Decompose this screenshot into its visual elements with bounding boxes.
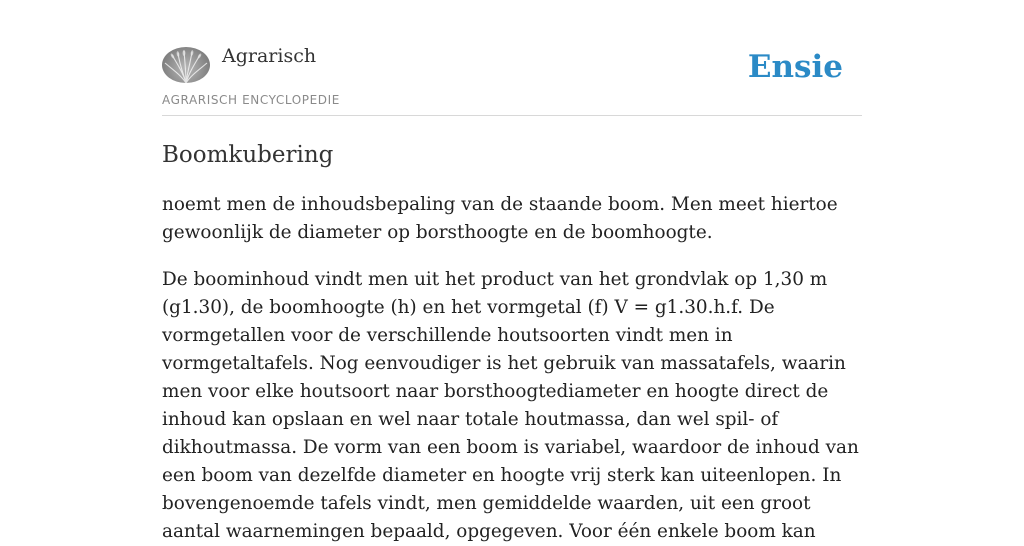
- article-title: Boomkubering: [162, 142, 334, 168]
- brand-logo-link[interactable]: Ensie: [747, 49, 843, 85]
- article-paragraph: De boominhoud vindt men uit het product van het grondvlak op 1,30 m (g1.30), de boomhoogte (h) en het vormgetal (f) V = g1.30.h.f. De vormgetallen voor de verschillende houtsoorten vindt men in vormgetaltafels. Nog eenvoudiger is het gebruik van massatafels, waarin men voor elke houtsoort naar borsthoogtediameter en hoogte direct de inhoud kan opslaan en wel naar totale houtmassa, dan wel spil- of dikhoutmassa. De vorm van een boom is variabel, waardoor de inhoud van een boom van dezelfde diameter en hoogte vrij sterk kan uiteenlopen. In bovengenoemde tafels vindt, men gemiddelde waarden, uit een groot aantal waarnemingen bepaald, opgegeven. Voor één enkele boom kan: [162, 269, 859, 542]
- wheat-logo-icon[interactable]: [162, 47, 210, 83]
- publication-subtitle: AGRARISCH ENCYCLOPEDIE: [162, 93, 340, 107]
- publication-header: [162, 0, 862, 116]
- article-paragraph: noemt men de inhoudsbepaling van de staande boom. Men meet hiertoe gewoonlijk de diameter op borsthoogte en de boomhoogte.: [162, 194, 838, 243]
- article-page: [162, 0, 862, 546]
- publication-name[interactable]: Agrarisch: [222, 45, 317, 67]
